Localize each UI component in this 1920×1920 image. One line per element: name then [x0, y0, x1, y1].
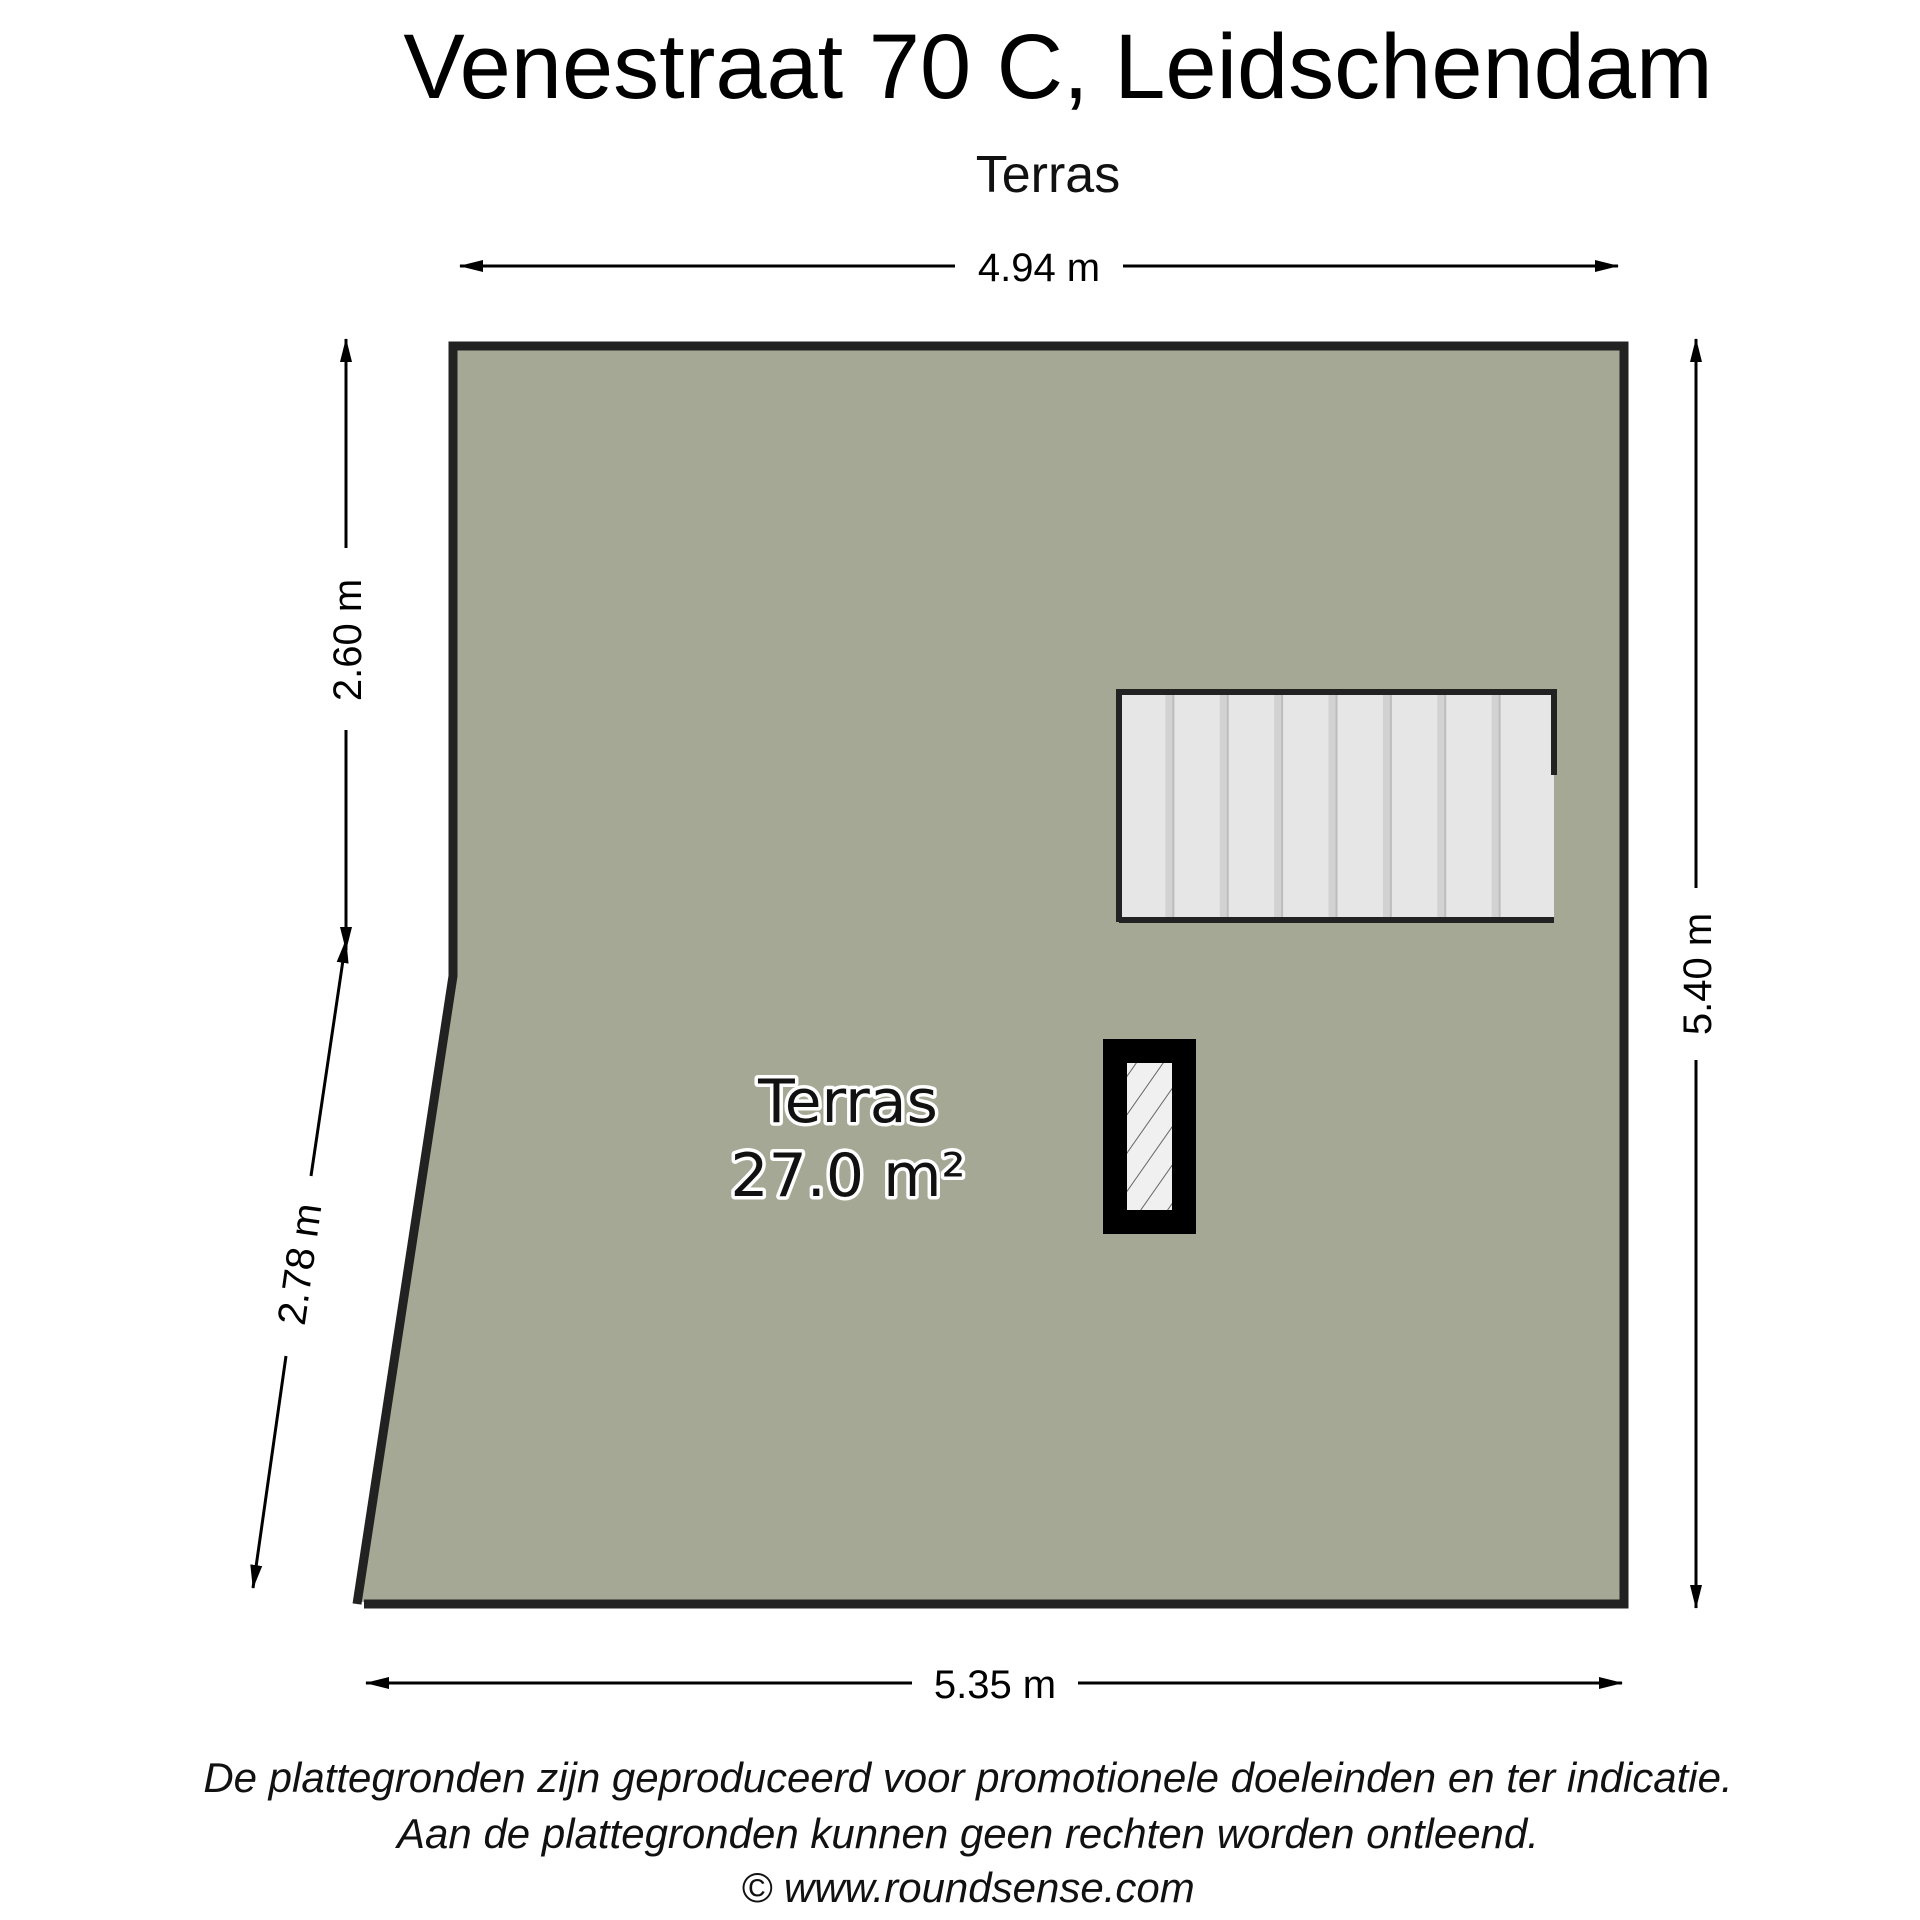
stair-step-shade — [1383, 695, 1391, 918]
stair-step-shade — [1329, 695, 1337, 918]
room-name: Terras — [758, 1067, 938, 1137]
plan-title: Venestraat 70 C, Leidschendam — [403, 16, 1713, 118]
floor-label: Terras — [975, 146, 1121, 204]
dim-left-lower-line-top — [311, 940, 346, 1176]
staircase — [1118, 692, 1554, 922]
shaft-hatch — [1127, 1063, 1172, 1210]
stair-step-shade — [1437, 695, 1445, 918]
dimension-right — [1676, 339, 1720, 1608]
copyright-line: © www.roundsense.com — [741, 1864, 1195, 1911]
stair-step-shade — [1220, 695, 1228, 918]
disclaimer-line-2: Aan de plattegronden kunnen geen rechten worden ontleend. — [397, 1810, 1539, 1857]
shaft — [1103, 1039, 1196, 1234]
dim-left-lower-label: 2.78 m — [269, 1200, 331, 1328]
dimension-top — [460, 246, 1618, 290]
room-area: 27.0 m² — [730, 1141, 966, 1211]
floor-area — [357, 346, 1624, 1604]
dimension-left-upper — [326, 339, 370, 950]
stair-step-shade — [1492, 695, 1500, 918]
dimension-bottom — [366, 1663, 1622, 1707]
disclaimer-line-1: De plattegronden zijn geproduceerd voor promotionele doeleinden en ter indicatie. — [203, 1754, 1733, 1801]
dim-bottom-label: 5.35 m — [933, 1663, 1057, 1707]
dimension-left-lower — [253, 940, 346, 1588]
floor-fill — [357, 346, 1624, 1602]
dim-top-label: 4.94 m — [977, 246, 1101, 290]
dim-left-lower-line-bottom — [253, 1356, 286, 1588]
stair-step-shade — [1165, 695, 1173, 918]
stair-step-shade — [1274, 695, 1282, 918]
dim-right-label: 5.40 m — [1676, 912, 1720, 1036]
dim-left-upper-label: 2.60 m — [326, 578, 370, 702]
